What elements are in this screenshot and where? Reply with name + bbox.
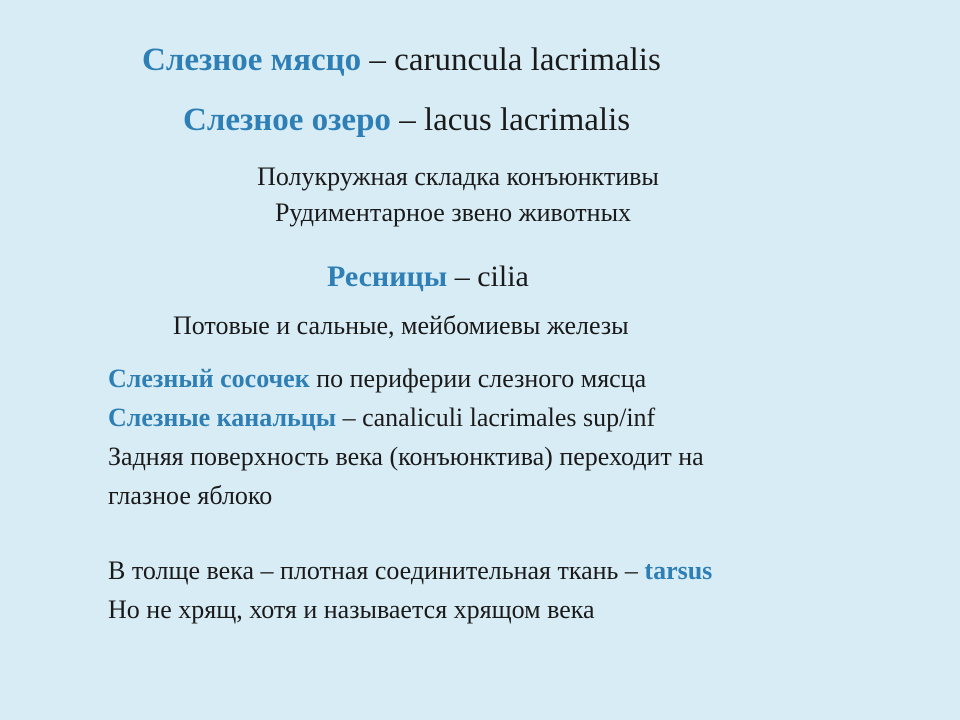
lake-latin: lacus lacrimalis [423,102,631,138]
semilunar-fold-line: Полукружная складка конъюнктивы [257,162,659,191]
tarsus-text: В толще века – плотная соединительная ткань – [108,556,645,585]
glands-line: Потовые и сальные, мейбомиевы железы [173,311,629,340]
caruncle-separator: – [361,42,395,78]
papilla-line [108,366,646,392]
lake-line [183,104,630,137]
lake-term: Слезное озеро [183,102,391,138]
not-cartilage-line: Но не хрящ, хотя и называется хрящом века [108,595,595,624]
papilla-rest: по периферии слезного мясца [309,364,647,393]
caruncle-line [142,44,661,77]
caruncle-latin: caruncula lacrimalis [394,42,661,78]
canaliculi-line [108,405,655,431]
posterior-surface-line-1: Задняя поверхность века (конъюнктива) переходит на [108,442,704,471]
canaliculi-term: Слезные канальцы [108,403,337,432]
posterior-surface-line-2: глазное яблоко [108,481,273,510]
cilia-line [327,262,529,292]
cilia-term: Ресницы [327,260,448,293]
cilia-separator: – [447,260,478,293]
cilia-latin: cilia [477,260,529,293]
canaliculi-rest: – canaliculi lacrimales sup/inf [336,403,656,432]
caruncle-term: Слезное мясцо [142,42,362,78]
rudimentary-line: Рудиментарное звено животных [274,198,632,227]
papilla-term: Слезный сосочек [108,364,310,393]
lake-separator: – [390,102,424,138]
tarsus-term: tarsus [644,556,713,585]
tarsus-line [108,558,712,584]
